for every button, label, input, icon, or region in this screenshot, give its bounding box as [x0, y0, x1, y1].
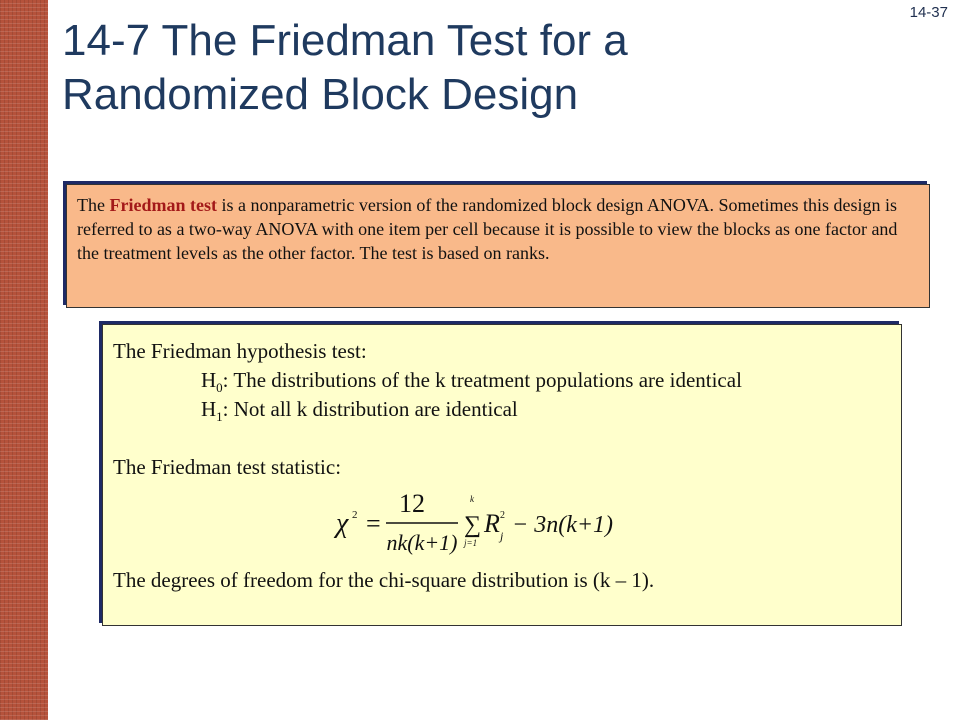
h0-subscript: 0: [216, 380, 223, 396]
chi-symbol: χ: [336, 508, 349, 539]
fraction-numerator: 12: [399, 489, 425, 518]
h1-text: : Not all k distribution are identical: [222, 397, 518, 421]
page-number: 14-37: [909, 4, 948, 21]
decorative-sidebar: [0, 0, 48, 720]
h0-symbol: H: [201, 368, 217, 392]
formula-tail: − 3n(k+1): [512, 512, 614, 538]
degrees-of-freedom: The degrees of freedom for the chi-square distribution is (k – 1).: [113, 568, 655, 592]
statistic-heading: The Friedman test statistic:: [113, 455, 342, 479]
h0-text: : The distributions of the k treatment populations are identical: [222, 368, 742, 392]
rank-sum-subscript: j: [500, 529, 504, 543]
chi-superscript: 2: [352, 509, 358, 521]
friedman-formula: [113, 488, 891, 558]
intro-text-start: The: [77, 195, 110, 215]
rank-sum-symbol: R: [484, 509, 500, 538]
rank-sum-superscript: 2: [500, 510, 505, 521]
alternative-hypothesis: [113, 395, 891, 424]
sum-symbol: ∑: [464, 512, 482, 538]
equals-sign: =: [366, 509, 381, 538]
hypothesis-box: [102, 324, 902, 626]
h1-subscript: 1: [216, 409, 223, 425]
h1-symbol: H: [201, 397, 217, 421]
formula-graphic: [332, 488, 672, 558]
sum-lower-limit: j=1: [464, 538, 478, 548]
null-hypothesis: [113, 366, 891, 395]
sum-upper-limit: k: [470, 494, 474, 504]
spacer: [113, 424, 891, 453]
intro-box: [66, 184, 930, 308]
hypothesis-heading: The Friedman hypothesis test:: [113, 339, 367, 363]
intro-text-rest: is a nonparametric version of the randomized block design ANOVA. Sometimes this design is referred to as a two-way ANOVA with one item per cell because it is possible to view the blocks as one factor and the treatment levels as the other factor. The test is based on ranks.: [77, 195, 898, 263]
title-line-1: 14-7 The Friedman Test for a: [62, 16, 628, 65]
title-line-2: Randomized Block Design: [62, 70, 579, 119]
page-title: [62, 14, 922, 122]
friedman-test-term: Friedman test: [109, 195, 217, 215]
fraction-denominator: nk(k+1): [386, 530, 458, 555]
